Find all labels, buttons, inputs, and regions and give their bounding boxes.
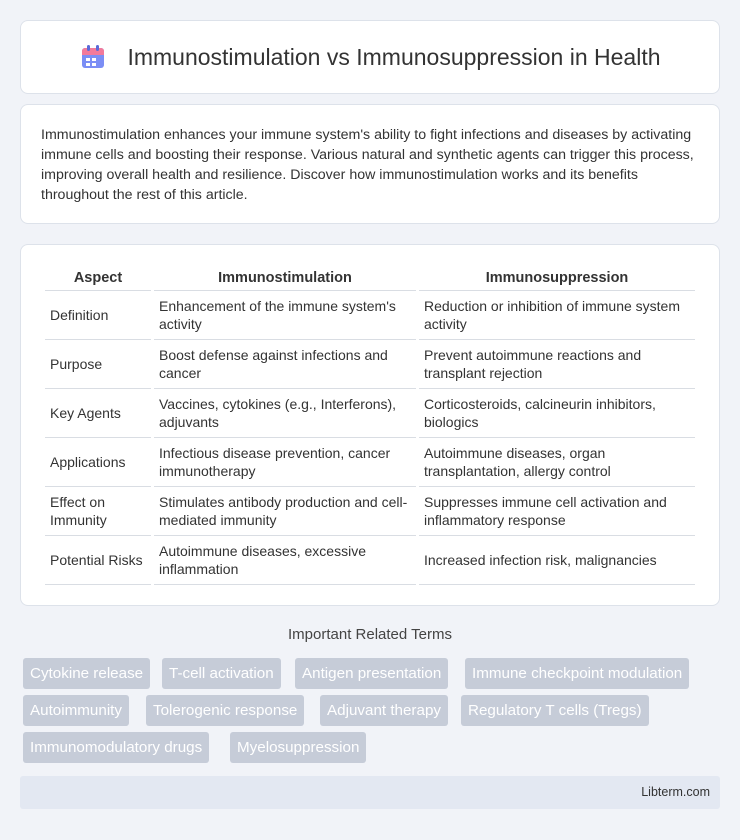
- table-row: [45, 291, 695, 340]
- term-tag[interactable]: Antigen presentation: [295, 658, 448, 689]
- footer-site-link[interactable]: Libterm.com: [641, 785, 710, 799]
- row-immunostimulation: Stimulates antibody production and cell-mediated immunity: [154, 487, 416, 536]
- comparison-card: [20, 244, 720, 606]
- row-immunosuppression: Prevent autoimmune reactions and transplant rejection: [419, 340, 695, 389]
- term-tag[interactable]: Regulatory T cells (Tregs): [461, 695, 649, 726]
- row-immunosuppression: Autoimmune diseases, organ transplantation, allergy control: [419, 438, 695, 487]
- header-card: [20, 20, 720, 94]
- term-tag[interactable]: Immune checkpoint modulation: [465, 658, 689, 689]
- term-tag[interactable]: Adjuvant therapy: [320, 695, 448, 726]
- term-tag[interactable]: Cytokine release: [23, 658, 150, 689]
- row-immunosuppression: Reduction or inhibition of immune system activity: [419, 291, 695, 340]
- row-immunosuppression: Corticosteroids, calcineurin inhibitors, biologics: [419, 389, 695, 438]
- row-immunosuppression: Suppresses immune cell activation and inflammatory response: [419, 487, 695, 536]
- term-tag[interactable]: T-cell activation: [162, 658, 281, 689]
- footer: [20, 776, 720, 809]
- term-tag[interactable]: Immunomodulatory drugs: [23, 732, 209, 763]
- table-header-row: [45, 265, 695, 291]
- related-terms-title: Important Related Terms: [288, 626, 452, 643]
- row-immunostimulation: Autoimmune diseases, excessive inflammation: [154, 536, 416, 585]
- row-aspect: Applications: [45, 438, 151, 487]
- term-tag[interactable]: Myelosuppression: [230, 732, 366, 763]
- intro-card: [20, 104, 720, 224]
- row-aspect: Key Agents: [45, 389, 151, 438]
- row-immunostimulation: Infectious disease prevention, cancer immunotherapy: [154, 438, 416, 487]
- comparison-table: [42, 265, 698, 585]
- row-immunostimulation: Vaccines, cytokines (e.g., Interferons), adjuvants: [154, 389, 416, 438]
- row-aspect: Definition: [45, 291, 151, 340]
- intro-text: Immunostimulation enhances your immune system's ability to fight infections and diseases by activating immune cells and boosting their response. Various natural and synthetic agents can trigger this process, improving overall health and resilience. Discover how immunostimulation works and its benefits throughout the rest of this article.: [41, 127, 694, 203]
- column-header-aspect: Aspect: [45, 265, 151, 291]
- page-title: Immunostimulation vs Immunosuppression in Health: [127, 43, 661, 70]
- term-tag[interactable]: Autoimmunity: [23, 695, 129, 726]
- table-row: [45, 438, 695, 487]
- row-aspect: Potential Risks: [45, 536, 151, 585]
- table-row: [45, 536, 695, 585]
- term-tag[interactable]: Tolerogenic response: [146, 695, 304, 726]
- calendar-icon: [79, 43, 107, 71]
- row-immunosuppression: Increased infection risk, malignancies: [419, 536, 695, 585]
- row-aspect: Purpose: [45, 340, 151, 389]
- row-aspect: Effect on Immunity: [45, 487, 151, 536]
- row-immunostimulation: Boost defense against infections and cancer: [154, 340, 416, 389]
- row-immunostimulation: Enhancement of the immune system's activity: [154, 291, 416, 340]
- table-row: [45, 487, 695, 536]
- column-header-immunostimulation: Immunostimulation: [154, 265, 416, 291]
- column-header-immunosuppression: Immunosuppression: [419, 265, 695, 291]
- table-row: [45, 389, 695, 438]
- table-row: [45, 340, 695, 389]
